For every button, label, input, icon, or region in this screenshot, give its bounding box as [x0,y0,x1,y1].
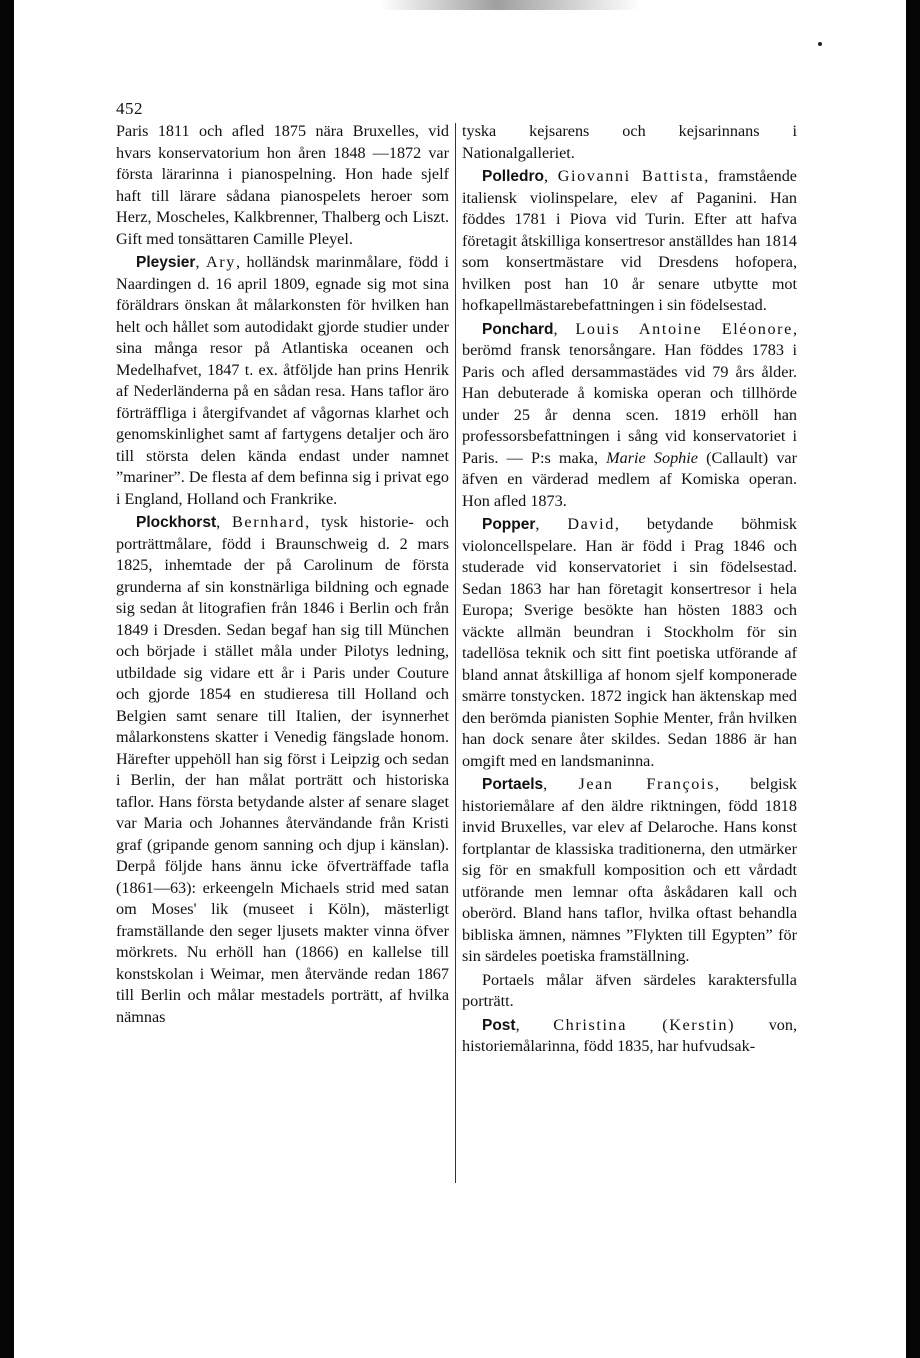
entry-given-name: David [567,515,615,533]
entry-ponchard: Ponchard, Louis Antoine Eléonore, berömd fransk tenorsångare. Han föddes 1783 i Paris och afled dersammastädes vid 79 års ålder. Han debuterade å komiska operan och tillhörde under 25 år denna scen. 1819 erhöll han professorsbefattningen i sång vid konservatoriet i Paris. — P:s maka, Marie Sophie (Callault) var äfven en värderad medlem af Komiska operan. Hon afled 1873. [462,319,797,510]
scan-smudge [380,0,640,10]
entry-popper: Popper, David, betydande böhmisk violoncellspelare. Han är född i Prag 1846 och studerade vid konservatoriet i sin födelsestad. Sedan 1863 har han företagit konsertresor i hela Europa; Sverige besökte han hösten 1883 och väckte allmän beundran i Stockholm för sin tadellösa teknik och sitt fint poetiska utförande af bland annat åtskilliga af honom sjelf komponerade smärre tonstycken. 1872 ingick han äktenskap med den berömda pianisten Sophie Menter, från hvilken han dock senare åter skildes. Sedan 1886 är han omgift med en landsmaninna. [462,515,797,770]
entry-text: , tysk historie- och porträttmålare, född i Braunschweig d. 2 mars 1825, inhemtade der på Carolinum de första grunderna af sin konstnärliga bildning och egnade sig sedan åt litografien från 1846 i Berlin och från 1849 i Dresden. Sedan begaf han sig till München och började i stället måla under Pilotys ledning, utbildade sig vidare ett år i Paris under Couture och gjorde 1854 en studieresa till Holland och Belgien samt senare till Italien, der isynnerhet målarkonstens skatter i Venedig fängslade honom. Härefter uppehöll han sig först i Leipzig och sedan i Berlin, der han målat porträtt och historiska taflor. Hans första betydande alster af senare slaget var Maria och Johannes återvändande från Kristi graf (gripande genom sanning och djup i känslan). Derpå följde hans ännu icke öfverträffade tafla (1861—63): erkeengeln Michaels strid med satan om Moses' lik (museet i Köln), mästerligt framställande den seger ljusets makter vinna öfver mörkrets. Nu erhöll han (1866) en kallelse till konstskolan i Weimar, men återvände redan 1867 till Berlin och målar mestadels porträtt, af hvilka nämnas [116,513,450,1026]
entry-italic-name: Marie Sophie [606,448,698,467]
entry-headword: Polledro [482,168,545,185]
scan-speck [818,42,822,46]
entry-text: , holländsk marinmålare, född i Naardingen d. 16 april 1809, egnade sig mot sina föräldrars önskan åt målarkonsten för hvilken han helt och hållet som autodidakt gjorde studier under sina många resor på Atlantiska oceanen och Medelhafvet, 1847 t. ex. åtföljde han prins Henrik af Nederländerna på en sådan resa. Hans taflor äro förträffliga i återgifvandet af vågornas klarhet och genomskinlighet samt af fartygens detaljer och äro till största delen kända endast under namnet ”mariner”. De flesta af dem befinna sig i privat ego i England, Holland och Frankrike. [116,253,449,508]
entry-headword: Post [482,1016,516,1034]
entry-text-after: (Callault) var äfven en värderad medlem af Komiska operan. Hon afled 1873. [462,448,797,510]
entry-text: von, historiemålarinna, född 1835, har hufvudsak- [462,1015,798,1055]
left-column [116,121,449,1028]
entry-given-name: Giovanni Battista [557,167,705,185]
entry-headword: Pleysier [136,254,196,271]
entry-polledro: Polledro, Giovanni Battista, framstående italiensk violinspelare, elev af Paganini. Han föddes 1781 i Piova vid Turin. Efter att hafva företagit åtskilliga konsertresor anställdes han 1814 som konsertmästare vid Dresdens hofopera, hvilken post han 10 år senare utbytte mot hofkapellmästarebefattningen i sin födelsestad. [462,167,797,314]
entry-given-name: Bernhard [232,513,306,531]
entry-headword: Portaels [482,776,544,793]
entry-portaels-continued: Portaels målar äfven särdeles karaktersfulla porträtt. [462,970,797,1010]
right-column [462,121,797,1058]
entry-text: , betydande böhmisk violoncellspelare. Han är född i Prag 1846 och studerade vid konservatoriet i sin födelsestad. Sedan 1863 har han företagit konsertresor i hela Europa; Sverige besökte han hösten 1883 och väckte allmän beundran i Stockholm för sin tadellösa teknik och sitt fint poetiska utförande af bland annat åtskilliga af honom sjelf komponerade smärre tonstycken. 1872 ingick han äktenskap med den berömda pianisten Sophie Menter, från hvilken han dock senare åter skildes. Sedan 1886 är han omgift med en landsmaninna. [462,515,797,770]
entry-text: , framstående italiensk violinspelare, elev af Paganini. Han föddes 1781 i Piova vid Turin. Efter att hafva företagit åtskilliga konsertresor anställdes han 1814 som konsertmästare vid Dresdens hofopera, hvilken post han 10 år senare utbytte mot hofkapellmästarebefattningen i sin födelsestad. [462,167,797,314]
right-intro-paragraph: tyska kejsarens och kejsarinnans i Nationalgalleriet. [462,122,797,162]
entry-pleysier: Pleysier, Ary, holländsk marinmålare, född i Naardingen d. 16 april 1809, egnade sig mot sina föräldrars önskan åt målarkonsten för hvilken han helt och hållet som autodidakt gjorde studier under sina många resor på Atlantiska oceanen och Medelhafvet, 1847 t. ex. åtföljde han prins Henrik af Nederländerna på en sådan resa. Hans taflor äro förträffliga i återgifvandet af vågornas klarhet och genomskinlighet samt af fartygens detaljer och äro till största delen kända endast under namnet ”mariner”. De flesta af dem befinna sig i privat ego i England, Holland och Frankrike. [116,253,449,508]
scan-edge-right [906,0,920,1358]
entry-given-name: Ary [206,253,236,271]
entry-given-name: Jean François [578,775,715,793]
entry-post: Post, Christina (Kerstin) von, historiemålarinna, född 1835, har hufvudsak- [462,1015,798,1055]
page-number: 452 [116,99,143,118]
entry-headword: Plockhorst [136,514,217,531]
scan-edge-left [0,0,14,1358]
entry-text: , belgisk historiemålare af den äldre riktningen, född 1818 invid Bruxelles, var elev af Delaroche. Hans konst fortplantar de klassiska traditionerna, den utmärker sig för en smakfull komposition och ett vårdadt utförande men lemnar ofta åskådaren kall och oberörd. Bland hans taflor, hvilka oftast behandla bibliska ämnen, nämnes ”Flykten till Egypten” för sin särdeles poetiska framställning. [462,775,797,965]
entry-headword: Ponchard [482,320,554,338]
entry-given-name: Christina (Kerstin) [553,1015,736,1034]
entry-headword: Popper [482,516,536,533]
entry-given-name: Louis Antoine Eléonore [575,319,793,338]
entry-text: , berömd fransk tenorsångare. Han föddes 1783 i Paris och afled dersammastädes vid 79 års ålder. Han debuterade å komiska operan och tillhörde under 25 år denna scen. 1819 erhöll han professorsbefattningen i sång vid konservatoriet i Paris. — P:s maka, [462,319,797,467]
entry-plockhorst: Plockhorst, Bernhard, tysk historie- och porträttmålare, född i Braunschweig d. 2 mars 1825, inhemtade der på Carolinum de första grunderna af sin konstnärliga bildning och egnade sig sedan åt litografien från 1846 i Berlin och från 1849 i Dresden. Sedan begaf han sig till München och började i stället måla under Pilotys ledning, utbildade sig vidare ett år i Paris under Couture och gjorde 1854 en studieresa till Holland och Belgien samt senare till Italien, der isynnerhet målarkonstens skatter i Venedig fängslade honom. Härefter uppehöll han sig först i Leipzig och sedan i Berlin, der han målat porträtt och historiska taflor. Hans första betydande alster af senare slaget var Maria och Johannes återvändande från Kristi graf (gripande genom sanning och djup i känslan). Derpå följde hans ännu icke öfverträffade tafla (1861—63): erkeengeln Michaels strid med satan om Moses' lik (museet i Köln), mästerligt framställande den seger ljusets makter vinna öfver mörkrets. Nu erhöll han (1866) en kallelse till konstskolan i Weimar, men återvände redan 1867 till Berlin och målar mestadels porträtt, af hvilka nämnas [116,513,450,1026]
left-intro-paragraph: Paris 1811 och afled 1875 nära Bruxelles, vid hvars konservatorium hon åren 1848 —1872 var första lärarinna i pianospelning. Hon hade sjelf haft till lärare sådana pianospelets heroer som Herz, Moscheles, Kalkbrenner, Thalberg och Liszt. Gift med tonsättaren Camille Pleyel. [116,122,449,248]
entry-portaels: Portaels, Jean François, belgisk historiemålare af den äldre riktningen, född 1818 invid Bruxelles, var elev af Delaroche. Hans konst fortplantar de klassiska traditionerna, den utmärker sig för en smakfull komposition och ett vårdadt utförande men lemnar ofta åskådaren kall och oberörd. Bland hans taflor, hvilka oftast behandla bibliska ämnen, nämnes ”Flykten till Egypten” för sin särdeles poetiska framställning. [462,775,797,965]
column-divider [455,123,456,1183]
